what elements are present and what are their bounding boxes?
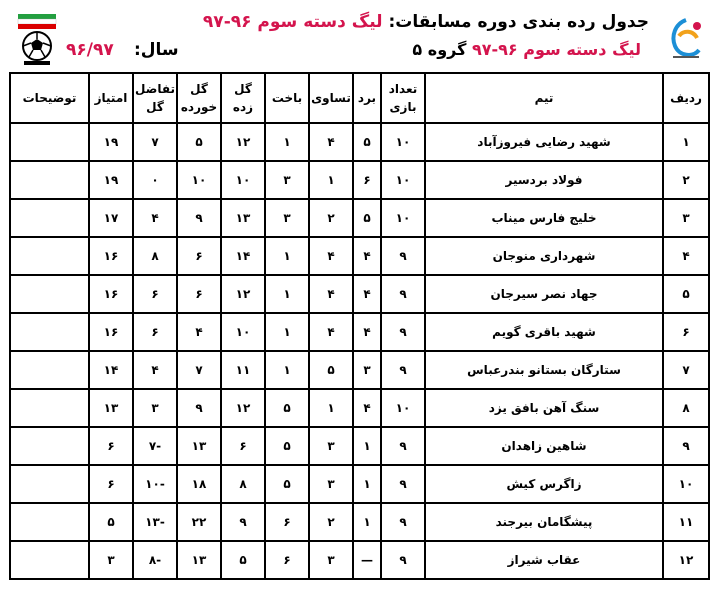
cell-points: ۱۷ (89, 199, 133, 237)
cell-drawn: ۴ (309, 123, 353, 161)
cell-goals-for: ۸ (221, 465, 265, 503)
cell-played: ۹ (381, 237, 425, 275)
cell-goals-for: ۱۲ (221, 275, 265, 313)
cell-goals-against: ۹ (177, 389, 221, 427)
cell-goals-against: ۲۲ (177, 503, 221, 541)
table-row (10, 541, 709, 579)
cell-notes (10, 427, 89, 465)
cell-won: ۳ (353, 351, 381, 389)
cell-rank: ۵ (663, 275, 709, 313)
cell-team: زاگرس کیش (425, 465, 663, 503)
column-header-goals-against: گل خورده (177, 73, 221, 123)
cell-drawn: ۲ (309, 199, 353, 237)
table-row (10, 237, 709, 275)
column-header-won: برد (353, 73, 381, 123)
cell-played: ۱۰ (381, 199, 425, 237)
cell-points: ۵ (89, 503, 133, 541)
standings-table (9, 72, 710, 580)
cell-played: ۹ (381, 465, 425, 503)
cell-notes (10, 313, 89, 351)
table-row (10, 389, 709, 427)
cell-goal-difference: ۶ (133, 313, 177, 351)
cell-rank: ۲ (663, 161, 709, 199)
table-row (10, 275, 709, 313)
cell-drawn: ۵ (309, 351, 353, 389)
cell-lost: ۱ (265, 351, 309, 389)
cell-goals-for: ۱۲ (221, 389, 265, 427)
cell-points: ۳ (89, 541, 133, 579)
title-main: جدول رده بندی دوره مسابقات: (388, 12, 649, 32)
cell-points: ۱۶ (89, 275, 133, 313)
cell-lost: ۵ (265, 427, 309, 465)
cell-won: ۵ (353, 199, 381, 237)
cell-goals-against: ۱۳ (177, 427, 221, 465)
cell-goals-against: ۱۸ (177, 465, 221, 503)
cell-goals-against: ۴ (177, 313, 221, 351)
column-header-goals-for: گل زده (221, 73, 265, 123)
cell-goals-against: ۶ (177, 275, 221, 313)
title-league: لیگ دسته سوم ۹۶-۹۷ (202, 12, 383, 32)
cell-goals-for: ۱۰ (221, 161, 265, 199)
cell-rank: ۷ (663, 351, 709, 389)
cell-drawn: ۳ (309, 427, 353, 465)
cell-goal-difference: ۴ (133, 351, 177, 389)
cell-played: ۱۰ (381, 123, 425, 161)
cell-team: شهید باقری گویم (425, 313, 663, 351)
cell-goals-for: ۵ (221, 541, 265, 579)
cell-lost: ۶ (265, 541, 309, 579)
cell-played: ۹ (381, 503, 425, 541)
cell-goals-for: ۱۲ (221, 123, 265, 161)
column-header-drawn: تساوی (309, 73, 353, 123)
table-row (10, 503, 709, 541)
cell-rank: ۱۱ (663, 503, 709, 541)
cell-goals-for: ۱۰ (221, 313, 265, 351)
cell-points: ۱۹ (89, 161, 133, 199)
cell-played: ۹ (381, 351, 425, 389)
cell-goal-difference: ۶ (133, 275, 177, 313)
cell-played: ۹ (381, 313, 425, 351)
cell-team: شهید رضایی فیروزآباد (425, 123, 663, 161)
cell-played: ۹ (381, 541, 425, 579)
cell-goal-difference: ۳ (133, 389, 177, 427)
subtitle-group: گروه ۵ (412, 40, 467, 59)
cell-won: ۴ (353, 389, 381, 427)
table-row (10, 427, 709, 465)
cell-points: ۱۳ (89, 389, 133, 427)
column-header-points: امتیاز (89, 73, 133, 123)
cell-won: ۱ (353, 465, 381, 503)
cell-team: پیشگامان بیرجند (425, 503, 663, 541)
cell-team: شهرداری منوجان (425, 237, 663, 275)
cell-goal-difference: -۸ (133, 541, 177, 579)
cell-played: ۱۰ (381, 161, 425, 199)
cell-notes (10, 275, 89, 313)
cell-lost: ۱ (265, 237, 309, 275)
cell-played: ۹ (381, 427, 425, 465)
cell-drawn: ۳ (309, 465, 353, 503)
page-header (0, 0, 719, 72)
cell-notes (10, 351, 89, 389)
cell-lost: ۱ (265, 275, 309, 313)
cell-drawn: ۲ (309, 503, 353, 541)
cell-rank: ۴ (663, 237, 709, 275)
table-row (10, 313, 709, 351)
cell-drawn: ۴ (309, 313, 353, 351)
cell-notes (10, 465, 89, 503)
cell-points: ۱۹ (89, 123, 133, 161)
cell-rank: ۳ (663, 199, 709, 237)
column-header-team: تیم (425, 73, 663, 123)
cell-goal-difference: -۱۳ (133, 503, 177, 541)
cell-points: ۶ (89, 465, 133, 503)
cell-team: عقاب شیراز (425, 541, 663, 579)
cell-goal-difference: -۱۰ (133, 465, 177, 503)
page-subtitle (412, 40, 641, 59)
cell-rank: ۹ (663, 427, 709, 465)
cell-goals-against: ۹ (177, 199, 221, 237)
cell-lost: ۵ (265, 465, 309, 503)
cell-team: فولاد بردسیر (425, 161, 663, 199)
cell-team: ستارگان بستانو بندرعباس (425, 351, 663, 389)
page-title (203, 12, 649, 32)
cell-won: ۴ (353, 237, 381, 275)
cell-team: سنگ آهن بافق یزد (425, 389, 663, 427)
standings-body (10, 123, 709, 579)
subtitle-league: لیگ دسته سوم ۹۶-۹۷ (471, 40, 641, 59)
cell-drawn: ۴ (309, 237, 353, 275)
column-header-lost: باخت (265, 73, 309, 123)
cell-points: ۱۴ (89, 351, 133, 389)
cell-rank: ۱۰ (663, 465, 709, 503)
table-row (10, 123, 709, 161)
cell-drawn: ۴ (309, 275, 353, 313)
cell-rank: ۱ (663, 123, 709, 161)
cell-goal-difference: ۸ (133, 237, 177, 275)
cell-notes (10, 123, 89, 161)
cell-goals-against: ۷ (177, 351, 221, 389)
cell-team: خلیج فارس میناب (425, 199, 663, 237)
cell-team: شاهین زاهدان (425, 427, 663, 465)
football-federation-logo-icon (14, 12, 60, 66)
cell-lost: ۳ (265, 161, 309, 199)
cell-lost: ۱ (265, 313, 309, 351)
cell-notes (10, 161, 89, 199)
cell-won: ۱ (353, 427, 381, 465)
cell-goals-against: ۱۳ (177, 541, 221, 579)
cell-goals-for: ۶ (221, 427, 265, 465)
column-header-played: تعداد بازی (381, 73, 425, 123)
table-row (10, 199, 709, 237)
cell-goals-for: ۱۳ (221, 199, 265, 237)
cell-goals-against: ۵ (177, 123, 221, 161)
cell-lost: ۱ (265, 123, 309, 161)
cell-rank: ۱۲ (663, 541, 709, 579)
cell-notes (10, 389, 89, 427)
cell-notes (10, 503, 89, 541)
cell-goals-against: ۶ (177, 237, 221, 275)
cell-notes (10, 237, 89, 275)
cell-rank: ۸ (663, 389, 709, 427)
cell-won: ۶ (353, 161, 381, 199)
cell-points: ۶ (89, 427, 133, 465)
column-header-rank: ردیف (663, 73, 709, 123)
cell-rank: ۶ (663, 313, 709, 351)
cell-goal-difference: -۷ (133, 427, 177, 465)
cell-goals-against: ۱۰ (177, 161, 221, 199)
table-row (10, 465, 709, 503)
column-header-goal-difference: تفاضل گل (133, 73, 177, 123)
year-label: سال: (134, 40, 179, 60)
cell-played: ۱۰ (381, 389, 425, 427)
table-row (10, 351, 709, 389)
cell-goal-difference: ۷ (133, 123, 177, 161)
cell-notes (10, 541, 89, 579)
table-header-row (10, 73, 709, 123)
cell-played: ۹ (381, 275, 425, 313)
league-logo-icon (667, 16, 705, 64)
cell-goal-difference: ۴ (133, 199, 177, 237)
cell-points: ۱۶ (89, 237, 133, 275)
cell-won: ۴ (353, 275, 381, 313)
cell-won: ۵ (353, 123, 381, 161)
cell-won: ۱ (353, 503, 381, 541)
cell-goals-for: ۱۱ (221, 351, 265, 389)
cell-points: ۱۶ (89, 313, 133, 351)
cell-won: — (353, 541, 381, 579)
cell-drawn: ۱ (309, 161, 353, 199)
cell-lost: ۶ (265, 503, 309, 541)
cell-lost: ۳ (265, 199, 309, 237)
cell-team: جهاد نصر سیرجان (425, 275, 663, 313)
cell-won: ۴ (353, 313, 381, 351)
cell-drawn: ۳ (309, 541, 353, 579)
cell-goal-difference: ۰ (133, 161, 177, 199)
column-header-notes: توضیحات (10, 73, 89, 123)
cell-drawn: ۱ (309, 389, 353, 427)
table-row (10, 161, 709, 199)
cell-lost: ۵ (265, 389, 309, 427)
cell-goals-for: ۱۴ (221, 237, 265, 275)
cell-goals-for: ۹ (221, 503, 265, 541)
cell-notes (10, 199, 89, 237)
year-value: ۹۶/۹۷ (66, 40, 114, 60)
